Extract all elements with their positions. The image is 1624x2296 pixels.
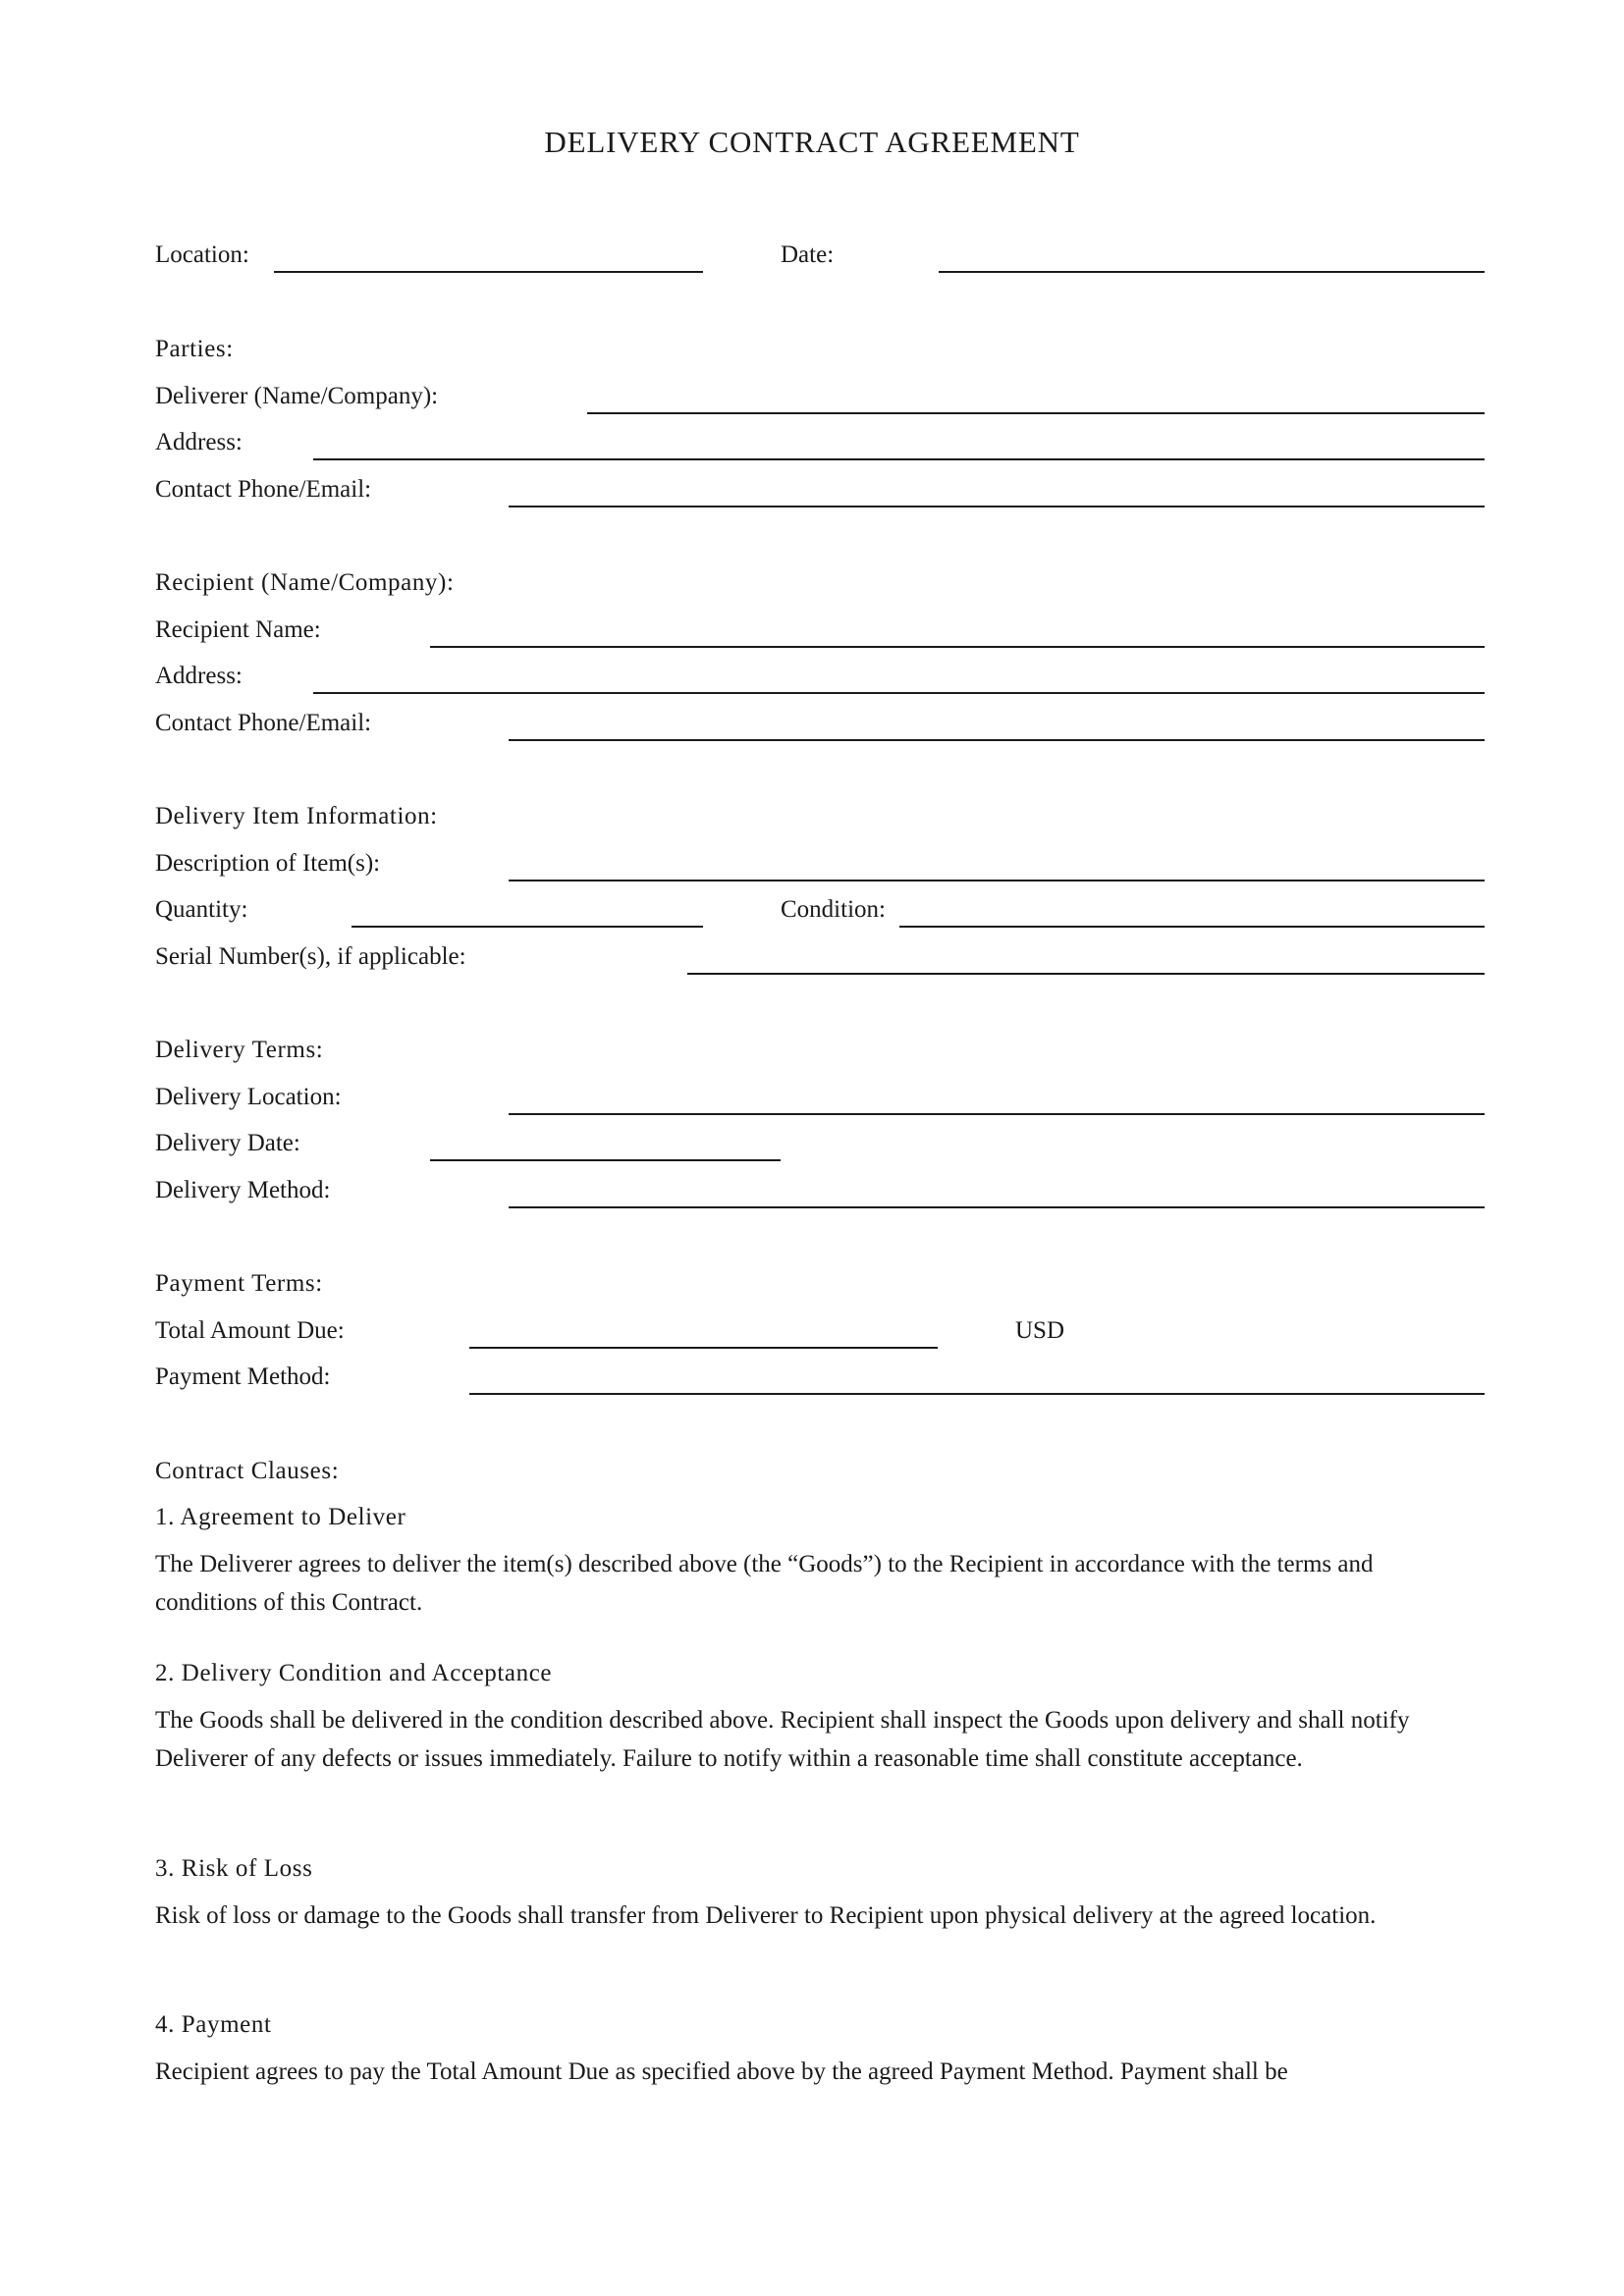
clause-1-title: 1. Agreement to Deliver: [155, 1504, 406, 1530]
deliverer-address-field-line[interactable]: [313, 458, 1485, 460]
deliverer-address-label: Address:: [155, 429, 243, 455]
recipient-contact-label: Contact Phone/Email:: [155, 710, 372, 736]
recipient-address-label: Address:: [155, 663, 243, 689]
condition-field-line[interactable]: [899, 926, 1485, 928]
clause-4-text: Recipient agrees to pay the Total Amount Due as specified above by the agreed Payment Method. Payment shall be: [155, 2058, 1288, 2085]
payment-terms-heading: Payment Terms:: [155, 1270, 323, 1297]
serial-number-label: Serial Number(s), if applicable:: [155, 943, 466, 970]
parties-heading: Parties:: [155, 336, 234, 362]
clause-2-title: 2. Delivery Condition and Acceptance: [155, 1660, 553, 1686]
recipient-address-field-line[interactable]: [313, 692, 1485, 694]
clause-2-text: The Goods shall be delivered in the condition described above. Recipient shall inspect the Goods upon delivery and shall notify Deliverer of any defects or issues immediately. Failure to notify within a reasonable time shall constitute acceptance.: [155, 1707, 1410, 1772]
location-field-line[interactable]: [274, 271, 703, 273]
delivery-date-field-line[interactable]: [430, 1159, 781, 1161]
deliverer-contact-field-line[interactable]: [509, 506, 1485, 507]
quantity-label: Quantity:: [155, 896, 248, 923]
clause-3-text: Risk of loss or damage to the Goods shall transfer from Deliverer to Recipient upon physical delivery at the agreed location.: [155, 1902, 1377, 1929]
date-field-line[interactable]: [939, 271, 1485, 273]
recipient-contact-field-line[interactable]: [509, 739, 1485, 741]
clause-4-title: 4. Payment: [155, 2011, 272, 2038]
delivery-location-label: Delivery Location:: [155, 1084, 342, 1110]
quantity-field-line[interactable]: [352, 926, 703, 928]
item-description-label: Description of Item(s):: [155, 850, 381, 877]
contract-clauses-heading: Contract Clauses:: [155, 1458, 340, 1484]
clause-3-title: 3. Risk of Loss: [155, 1855, 313, 1882]
total-amount-field-line[interactable]: [469, 1347, 938, 1349]
total-amount-label: Total Amount Due:: [155, 1317, 345, 1344]
item-description-field-line[interactable]: [509, 880, 1485, 881]
recipient-name-field-line[interactable]: [430, 646, 1485, 648]
delivery-date-label: Delivery Date:: [155, 1130, 300, 1156]
delivery-terms-heading: Delivery Terms:: [155, 1037, 324, 1063]
serial-number-field-line[interactable]: [687, 973, 1485, 975]
delivery-method-field-line[interactable]: [509, 1206, 1485, 1208]
currency-label: USD: [1015, 1317, 1065, 1344]
condition-label: Condition:: [781, 896, 886, 923]
clause-1-text: The Deliverer agrees to deliver the item(s) described above (the “Goods”) to the Recipient in accordance with the terms and conditions of this Contract.: [155, 1551, 1374, 1616]
deliverer-contact-label: Contact Phone/Email:: [155, 476, 372, 503]
deliverer-name-field-line[interactable]: [587, 412, 1485, 414]
deliverer-name-label: Deliverer (Name/Company):: [155, 383, 439, 409]
delivery-method-label: Delivery Method:: [155, 1177, 331, 1203]
payment-method-label: Payment Method:: [155, 1363, 331, 1390]
recipient-heading: Recipient (Name/Company):: [155, 569, 455, 596]
location-label: Location:: [155, 241, 249, 268]
payment-method-field-line[interactable]: [469, 1393, 1485, 1395]
document-title: DELIVERY CONTRACT AGREEMENT: [544, 125, 1080, 159]
item-info-heading: Delivery Item Information:: [155, 803, 438, 829]
date-label: Date:: [781, 241, 835, 268]
delivery-location-field-line[interactable]: [509, 1113, 1485, 1115]
recipient-name-label: Recipient Name:: [155, 616, 321, 643]
